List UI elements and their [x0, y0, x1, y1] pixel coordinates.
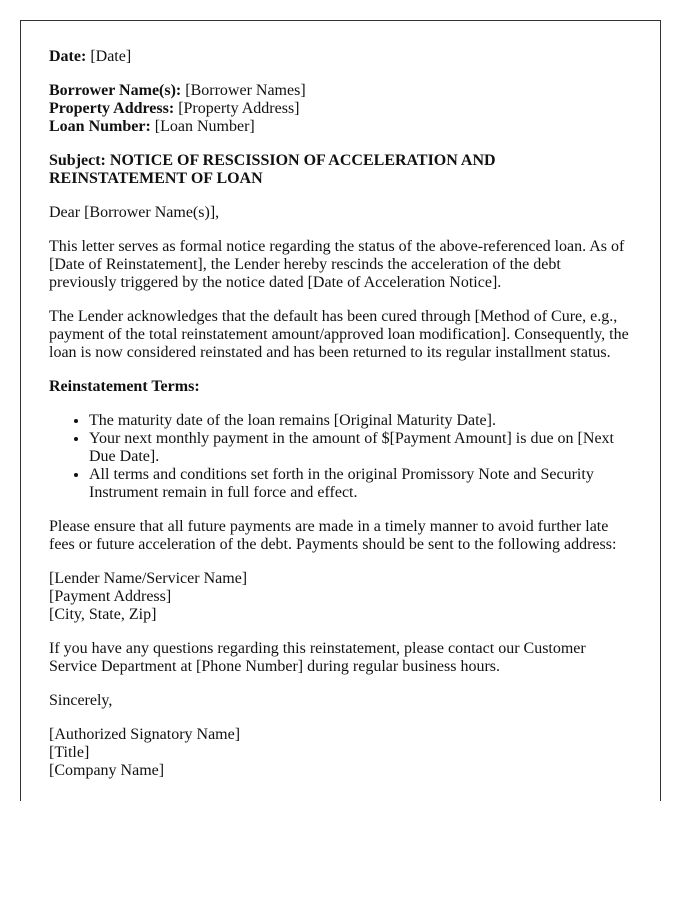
borrower-label: Borrower Name(s): — [49, 82, 182, 99]
subject-line — [49, 152, 632, 188]
body-paragraph: The Lender acknowledges that the default has been cured through [Method of Cure, e.g., payment of the total reinstatement amount/approved loan modification]. Consequently, the loan is now considered reinstated and has been returned to its regular installment status. — [49, 308, 629, 361]
salutation: Dear [Borrower Name(s)], — [49, 204, 220, 221]
borrower-value: [Borrower Names] — [185, 82, 306, 99]
loan-value: [Loan Number] — [154, 118, 255, 135]
property-value: [Property Address] — [178, 100, 300, 117]
terms-list — [49, 412, 632, 502]
address-line: [City, State, Zip] — [49, 606, 157, 623]
date-label: Date: — [49, 48, 87, 65]
closing: Sincerely, — [49, 692, 113, 709]
address-line: [Lender Name/Servicer Name] — [49, 570, 248, 587]
terms-heading — [49, 378, 632, 396]
signature-block — [49, 726, 632, 780]
contact-paragraph: If you have any questions regarding this reinstatement, please contact our Customer Service Department at [Phone Number] during regular business hours. — [49, 640, 586, 675]
payment-paragraph: Please ensure that all future payments are made in a timely manner to avoid further late fees or future acceleration of the debt. Payments should be sent to the following address: — [49, 518, 617, 553]
property-label: Property Address: — [49, 100, 175, 117]
date-value: [Date] — [90, 48, 132, 65]
terms-heading-text: Reinstatement Terms: — [49, 378, 200, 395]
subject-text: Subject: NOTICE OF RESCISSION OF ACCELERATION AND REINSTATEMENT OF LOAN — [49, 152, 496, 187]
signatory-title: [Title] — [49, 744, 90, 761]
letter-page — [20, 20, 661, 801]
payment-address — [49, 570, 632, 624]
date-line — [49, 48, 632, 66]
terms-item: • Your next monthly payment in the amount of $[Payment Amount] is due on [Next Due Date]. — [89, 430, 617, 466]
company-name: [Company Name] — [49, 762, 165, 779]
terms-item: • All terms and conditions set forth in the original Promissory Note and Security Instrument remain in full force and effect. — [89, 466, 617, 502]
address-line: [Payment Address] — [49, 588, 172, 605]
body-paragraph: This letter serves as formal notice regarding the status of the above-referenced loan. As of [Date of Reinstatement], the Lender hereby rescinds the acceleration of the debt previously triggered by the notice dated [Date of Acceleration Notice]. — [49, 238, 625, 291]
terms-item: • The maturity date of the loan remains [Original Maturity Date]. — [89, 412, 617, 430]
signatory-name: [Authorized Signatory Name] — [49, 726, 241, 743]
loan-details — [49, 82, 632, 136]
loan-label: Loan Number: — [49, 118, 151, 135]
